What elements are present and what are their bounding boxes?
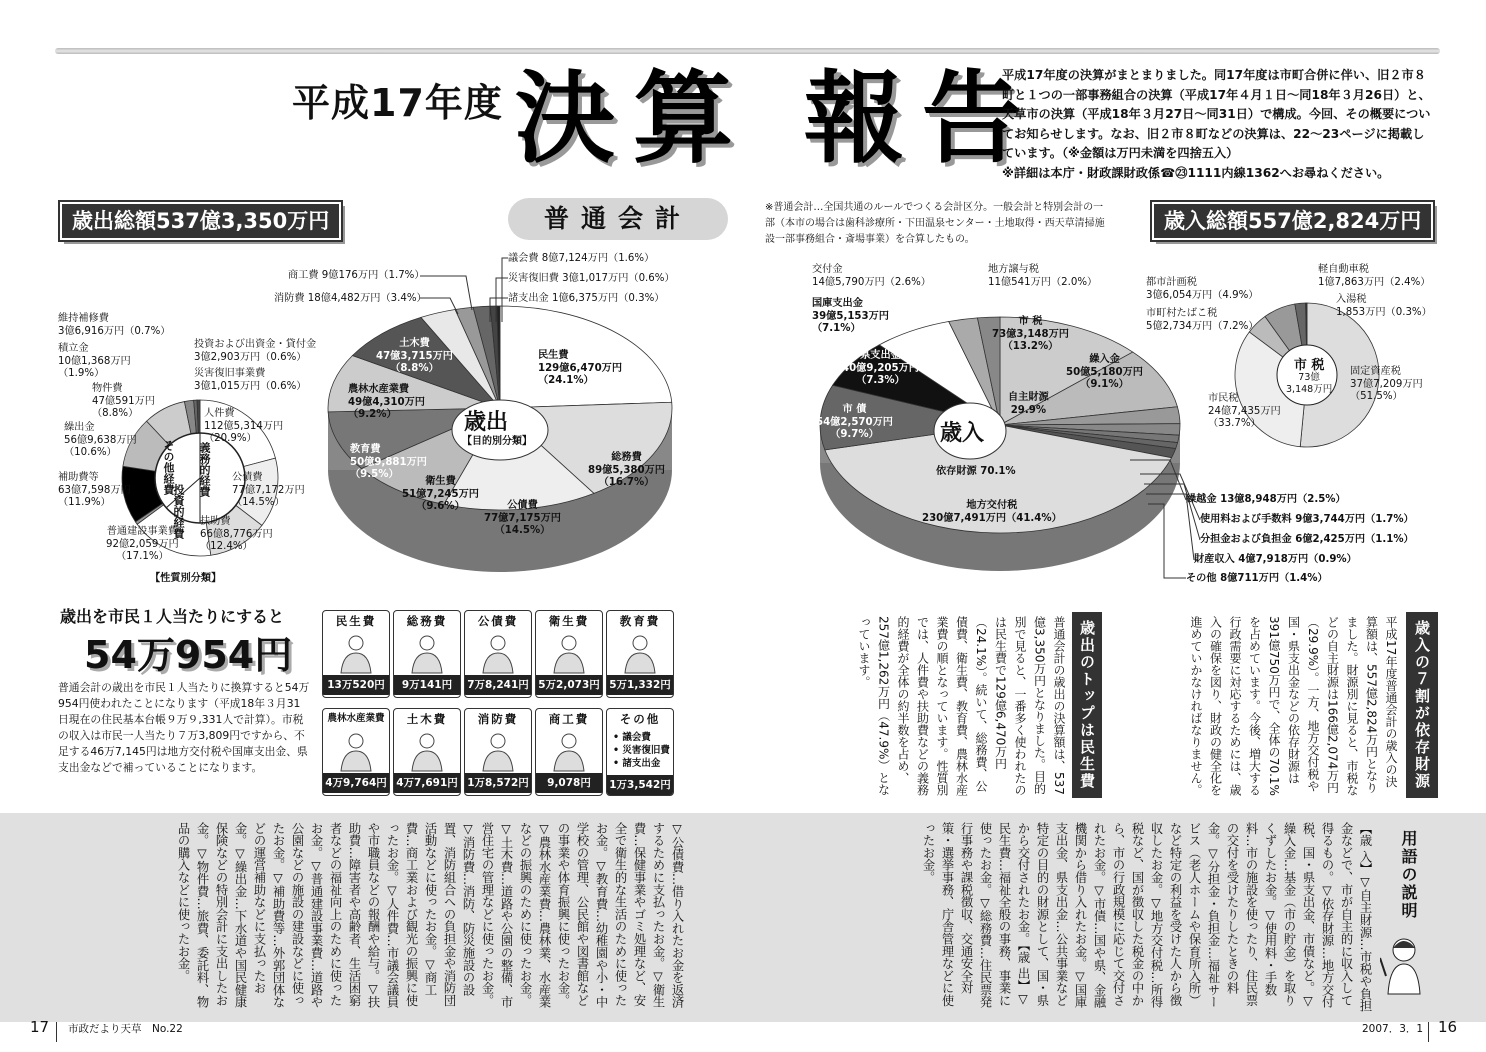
cost-card-name: 民生費 — [335, 614, 377, 628]
label-joyo: 地方譲与税 11億541万円（2.0%） — [988, 264, 1098, 288]
label-toshi: 投資および出資金・貸付金 3億2,903万円（0.6%） — [194, 339, 317, 363]
cost-card — [535, 708, 603, 796]
cost-card-value: 4万7,691円 — [394, 773, 460, 793]
intro-text — [1002, 66, 1432, 183]
label-tsumitate: 積立金 10億1,368万円 （1.9%） — [58, 343, 131, 379]
cost-card-illustration — [607, 631, 673, 675]
cost-card — [322, 610, 390, 698]
cost-card-value: 13万520円 — [323, 675, 389, 695]
revenue-article-title: 歳入の７割が依存財源 — [1406, 612, 1438, 798]
cost-card-name: 教育費 — [619, 614, 661, 628]
page-number-right: 16 — [1438, 1018, 1458, 1036]
label-zei: 市 税 73億3,148万円 （13.2%） — [992, 316, 1069, 352]
label-kyoiku: 教育費 50億9,881万円 （9.5%） — [350, 444, 427, 480]
cost-card — [393, 610, 461, 698]
intro-paragraph: 平成17年度の決算がまとまりました。同17年度は市町合併に伴い、旧２市８町と１つの一部事務組合の決算（平成17年４月１日～同18年３月26日）と、天草市の決算（平成18年３月27日～同31日）で構成。今回、その概要についてお知らせします。なお、旧２市８町などの決算は、22～23ページに掲載しています。（※金額は万円未満を四捨五入） — [1002, 68, 1431, 160]
cost-card — [464, 708, 532, 796]
cost-card-value: 1万8,572円 — [465, 773, 531, 793]
label-shiyoryo: 使用料および手数料 9億3,744万円（1.7%） — [1200, 514, 1414, 525]
footer-divider-right — [1428, 1022, 1429, 1042]
per-capita-value: 54万954円 — [84, 633, 293, 677]
revenue-total-banner: 歳入総額557億2,824万円 — [1152, 202, 1433, 240]
character-chart-title: 【性質別分類】 — [150, 573, 222, 584]
label-doboku: 土木費 47億3,715万円 （8.8%） — [376, 338, 453, 374]
revenue-article-text: 平成17年度普通会計の歳入の決算額は、557億2,824万円となりました。財源別に見ると、市税などの自主財源は166億2,074万円（29.9%）。一方、地方交付税や国・県支出金などの依存財源は391億750万円で、全体の70.1%を占めています。今後、増大する行政需要に対応するためには、歳入の確保を図り、財政の健全化を進めていかなければなりません。 — [1189, 616, 1398, 796]
label-bukken: 物件費 47億591万円 （8.8%） — [92, 383, 155, 419]
expenditure-article-text: 普通会計の歳出の決算額は、537億3,350万円となりました。目的別で見ると、一番多く使われたのは民生費で129億6,470万円（24.1%）。続いて、総務費、公債費、衛生費、教育費、農林水産業費の順となっています。性質別では、人件費や扶助費などの義務的経費が全体の約半数を占め、257億1,262万円（47.9%）となっています。 — [857, 616, 1066, 796]
label-kosai2: 公債費 77億7,172万円 （14.5%） — [232, 472, 305, 508]
group-mandatory: 義務的経費 — [198, 442, 211, 497]
cost-card — [393, 708, 461, 796]
per-capita-text: 普通会計の歳出を市民１人当たりに換算すると54万954円使われたことになります（平成18年３月31日現在の住民基本台帳９万９,331人で計算）。市税の収入は市民一人当たり７万3,809円ですから、不足する46万7,145円は地方交付税や国庫支出金、県支出金などで補っていることになります。 — [58, 681, 310, 774]
general-account-label: 普通会計 — [508, 198, 728, 240]
group-investment: 投資的経費 — [172, 484, 185, 539]
cost-card-illustration — [607, 729, 673, 775]
label-kotei: 固定資産税 37億7,209万円 （51.5%） — [1350, 366, 1423, 402]
label-shimin: 市民税 24億7,435万円 （33.7%） — [1208, 393, 1281, 429]
cost-card-illustration — [465, 729, 531, 773]
cost-card-value: 5万1,332円 — [607, 675, 673, 695]
label-kuridashi: 繰出金 56億9,638万円 （10.6%） — [64, 422, 137, 458]
label-saigai2: 災害復旧事業費 3億1,015万円（0.6%） — [194, 368, 307, 392]
label-saigai: 災害復旧費 3億1,017万円（0.6%） — [508, 273, 675, 284]
expenditure-total-banner: 歳出総額537億3,350万円 — [60, 202, 341, 240]
label-izon: 依存財源 70.1% — [936, 466, 1016, 477]
year-title: 平成17年度 — [292, 81, 503, 125]
cost-card-value: 1万3,542円 — [607, 775, 673, 795]
expenditure-article-title: 歳出のトップは民生費 — [1072, 612, 1102, 798]
label-chiho-kofu: 地方交付税 230億7,491万円（41.4%） — [922, 500, 1062, 524]
label-minsei: 民生費 129億6,470万円 （24.1%） — [538, 350, 623, 386]
label-zaisan: 財産収入 4億7,918万円（0.9%） — [1194, 554, 1357, 565]
cost-card-value: 4万9,764円 — [323, 773, 389, 793]
label-kofukin: 交付金 14億5,790万円（2.6%） — [812, 264, 931, 288]
label-jishu: 自主財源 29.9% — [1008, 392, 1049, 416]
cost-card-name: 消防費 — [477, 712, 519, 726]
cost-card-value: 9,078円 — [536, 773, 602, 793]
label-shisai: 市 債 54億2,570万円 （9.7%） — [816, 404, 893, 440]
group-other: その他経費 — [162, 440, 175, 495]
glossary-right-text: 【歳 入】▽自主財源…市税や負担金などで、市が自主的に収入して得るもの。▽依存財源…地方交付税、国・県支出金、市債など。▽繰入金…基金（市の貯金）を取りくずしたお金。▽使用料・手数料…市の施設を使ったり、住民票の交付を受けたりしたときの料金。▽分担金・負担金…福祉サービス（老人ホームや保育所入所）など特定の利益を受けた人から徴収したお金。▽地方交付税…所得税など、国が徴収した税金の中から、市の行政規模に応じて交付されたお金。▽市債…国や県、金融機関から借り入れたお金。▽国庫支出金、県支出金…公共事業など特定の目的の財源として、国・県から交付されたお金。【歳 出】▽民生費…福祉全般の事務、事業に使ったお金。▽総務費…住民票発行事務や課税徴収、交通安全対策・選挙事務、庁舎管理などに使ったお金。 — [921, 822, 1372, 1013]
label-fujo: 扶助費 66億8,776万円 （12.4%） — [200, 516, 273, 552]
label-buntan: 分担金および負担金 6億2,425万円（1.1%） — [1200, 534, 1414, 545]
label-iji: 維持補修費 3億6,916万円（0.7%） — [58, 313, 171, 337]
label-kei: 軽自動車税 1億7,863万円（2.4%） — [1318, 264, 1431, 288]
cost-card — [322, 708, 390, 796]
cost-card-illustration — [536, 729, 602, 773]
label-kosai: 公債費 77億7,175万円 （14.5%） — [484, 500, 561, 536]
label-norin: 農林水産業費 49億4,310万円 （9.2%） — [348, 384, 425, 420]
cost-card-name: 土木費 — [406, 712, 448, 726]
cost-card-value: 5万2,073円 — [536, 675, 602, 695]
main-title: 決算 報告 — [515, 60, 1040, 177]
publication-date: 2007．3．1 — [1362, 1023, 1424, 1035]
general-account-note: ※普通会計…全国共通のルールでつくる会計区分。一般会計と特別会計の一部（本市の場合は歯科診療所・下田温泉センター・土地取得・西天草清掃施設一部事務組合・斎場事業）を合算したもの。 — [765, 202, 1105, 245]
expenditure-leader-lines — [280, 250, 520, 350]
label-hojo: 補助費等 63億7,598万円 （11.9%） — [58, 472, 131, 508]
cost-card-value: 9万141円 — [394, 675, 460, 695]
cost-card-illustration — [465, 631, 531, 675]
revenue-pie-title: 歳入 — [940, 421, 985, 446]
cost-card-name: 農林水産業費 — [327, 713, 385, 724]
cost-card — [464, 610, 532, 698]
label-ken: 県支出金 40億9,205万円 （7.3%） — [842, 350, 919, 386]
intro-contact-note: ※詳細は本庁・財政課財政係☎㉓1111内線1362へお尋ねください。 — [1002, 165, 1390, 180]
other-item: • 議会費 — [613, 732, 651, 743]
other-item: • 災害復旧費 — [613, 745, 670, 756]
label-toshi-tax: 都市計画税 3億6,054万円（4.9%） — [1146, 277, 1259, 301]
publication-name: 市政だより天草 No.22 — [68, 1023, 183, 1035]
other-item: • 諸支出金 — [613, 758, 661, 769]
glossary-left-text: ▽公債費…借り入れたお金を返済するために支払ったお金。▽衛生費…保健事業やゴミ処理など、安全で衛生的な生活のために使ったお金。▽教育費…幼稚園や小・中学校の管理、公民館や図書館などの事業や体育振興に使ったお金。▽農林水産業費…農林業、水産業などの振興のために使ったお金。▽土木費…道路や公園の整備、市営住宅の管理などに使ったお金。▽消防費…消防、防災施設の設置、消防組合への負担金や消防団活動などに使ったお金。▽商工費…商工業および観光の振興に使ったお金。▽人件費…市議会議員や市職員などの報酬や給与。▽扶助費…障害者や高齢者、生活困窮者などの福祉向上のために使ったお金。▽普通建設事業費…道路や公園などの施設の建設などに使ったお金。▽補助費等…外郭団体などの運営補助などに支払ったお金。▽繰出金…下水道や国民健康保険などの特別会計に支出したお金。▽物件費…旅費、委託料、物品の購入などに使ったお金。 — [176, 822, 684, 1009]
label-shoshishutsu: 諸支出金 1億6,375万円（0.3%） — [508, 293, 665, 304]
top-rule — [55, 48, 1440, 54]
label-tabako: 市町村たばこ税 5億2,734万円（7.2%） — [1146, 308, 1259, 332]
cost-card-name: その他 — [619, 712, 661, 726]
cost-card-name: 衛生費 — [548, 614, 590, 628]
label-gikai: 議会費 8億7,124万円（1.6%） — [508, 253, 655, 264]
tax-pie-center: 市 税 73億 3,148万円 — [1286, 358, 1333, 395]
cost-card-illustration — [323, 729, 389, 773]
cost-card-illustration — [323, 631, 389, 675]
cost-card-name: 総務費 — [406, 614, 448, 628]
label-sonota: その他 8億711万円（1.4%） — [1186, 573, 1328, 584]
label-futsu: 普通建設事業費 92億2,059万円 （17.1%） — [106, 526, 179, 562]
cost-card-value: 7万8,241円 — [465, 675, 531, 695]
label-somu: 総務費 89億5,380万円 （16.7%） — [588, 452, 665, 488]
label-jinken: 人件費 112億5,314万円 （20.9%） — [204, 408, 284, 444]
label-shoko: 商工費 9億176万円（1.7%） — [288, 270, 425, 281]
label-nyuto: 入湯税 1,853万円（0.3%） — [1336, 294, 1432, 318]
label-kuni: 国庫支出金 39億5,153万円 （7.1%） — [812, 298, 889, 334]
glossary-title: 用語の説明 — [1394, 826, 1422, 924]
cost-card-illustration — [394, 729, 460, 773]
label-shobo: 消防費 18億4,482万円（3.4%） — [274, 293, 427, 304]
cost-card-illustration — [394, 631, 460, 675]
cost-card — [606, 610, 674, 698]
cost-card-illustration — [536, 631, 602, 675]
cost-card — [535, 610, 603, 698]
expenditure-pie-title: 歳出 — [464, 410, 509, 435]
cost-card-name: 商工費 — [548, 712, 590, 726]
page-number-left: 17 — [30, 1018, 50, 1036]
per-capita-heading: 歳出を市民１人当たりにすると — [60, 607, 285, 626]
expenditure-pie-subtitle: 【目的別分類】 — [462, 436, 532, 447]
cost-card-name: 公債費 — [477, 614, 519, 628]
label-eisei: 衛生費 51億7,245万円 （9.6%） — [402, 476, 479, 512]
footer-divider-left — [56, 1022, 57, 1042]
cost-card — [606, 708, 674, 796]
label-kurikoshikin: 繰越金 13億8,948万円（2.5%） — [1186, 494, 1346, 505]
revenue-leader-lines — [1120, 440, 1210, 590]
label-kurikoshi: 繰入金 50億5,180万円 （9.1%） — [1066, 354, 1143, 390]
teacher-illustration — [1380, 936, 1424, 996]
